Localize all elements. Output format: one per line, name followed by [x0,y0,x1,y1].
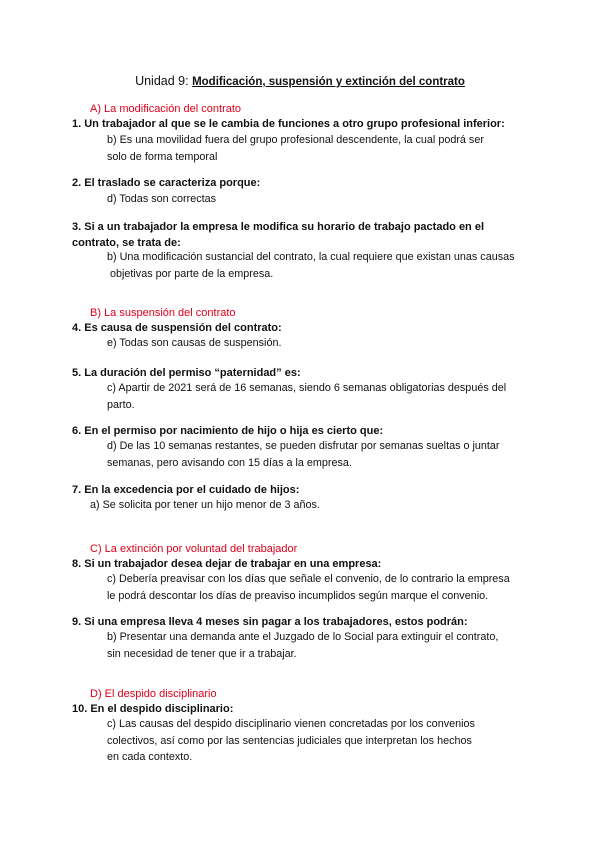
answer-line: e) Todas son causas de suspensión. [107,337,282,349]
answer-line: d) Todas son correctas [107,193,217,205]
answer-line: d) De las 10 semanas restantes, se pueden disfrutar por semanas sueltas o juntar [107,440,500,452]
title-prefix: Unidad 9: [135,74,193,88]
answer-line: semanas, pero avisando con 15 días a la empresa. [107,456,352,469]
page-title [0,74,600,88]
answer-4 [107,335,281,352]
answer-line: objetivas por parte de la empresa. [110,267,274,280]
question-5: 5. La duración del permiso “paternidad” es: [72,367,301,379]
section-heading-c: C) La extinción por voluntad del trabajador [90,543,298,555]
answer-line: c) Debería preavisar con los días que señale el convenio, de lo contrario la empresa [107,573,510,585]
answer-line: en cada contexto. [107,751,193,763]
question-3-line-2: contrato, se trata de: [72,237,181,249]
answer-line: colectivos, así como por las sentencias judiciales que interpretan los hechos [107,734,472,747]
answer-line: c) Apartir de 2021 será de 16 semanas, siendo 6 semanas obligatorias después del [107,382,507,394]
answer-6 [107,438,500,471]
question-3-line-1: 3. Si a un trabajador la empresa le modifica su horario de trabajo pactado en el [72,221,485,233]
answer-line: parto. [107,398,135,411]
question-2: 2. El traslado se caracteriza porque: [72,177,261,189]
answer-line: c) Las causas del despido disciplinario vienen concretadas por los convenios [107,718,475,730]
answer-line: b) Presentar una demanda ante el Juzgado de lo Social para extinguir el contrato, [107,631,499,643]
section-heading-a: A) La modificación del contrato [90,103,242,115]
section-heading-d: D) El despido disciplinario [90,688,217,700]
answer-9 [107,629,498,662]
answer-8 [107,571,510,604]
answer-2 [107,191,216,208]
answer-7: a) Se solicita por tener un hijo menor de 3 años. [90,499,320,511]
answer-line: b) Una modificación sustancial del contrato, la cual requiere que existan unas causas [107,251,515,263]
question-8: 8. Si un trabajador desea dejar de trabajar en una empresa: [72,558,382,570]
answer-1 [107,132,484,165]
question-7: 7. En la excedencia por el cuidado de hijos: [72,484,300,496]
section-heading-b: B) La suspensión del contrato [90,307,236,319]
question-10: 10. En el despido disciplinario: [72,703,234,715]
question-9: 9. Si una empresa lleva 4 meses sin pagar a los trabajadores, estos podrán: [72,616,468,628]
answer-line: sin necesidad de tener que ir a trabajar. [107,647,297,660]
question-4: 4. Es causa de suspensión del contrato: [72,322,282,334]
answer-line: b) Es una movilidad fuera del grupo profesional descendente, la cual podrá ser [107,134,484,146]
answer-line: le podrá descontar los días de preaviso incumplidos según marque el convenio. [107,589,489,602]
answer-line: solo de forma temporal [107,150,218,163]
title-text: Modificación, suspensión y extinción del contrato [192,76,465,88]
question-1: 1. Un trabajador al que se le cambia de funciones a otro grupo profesional inferior: [72,118,505,130]
answer-10 [107,716,475,766]
answer-5 [107,380,506,413]
answer-3 [107,249,515,282]
question-6: 6. En el permiso por nacimiento de hijo o hija es cierto que: [72,425,384,437]
